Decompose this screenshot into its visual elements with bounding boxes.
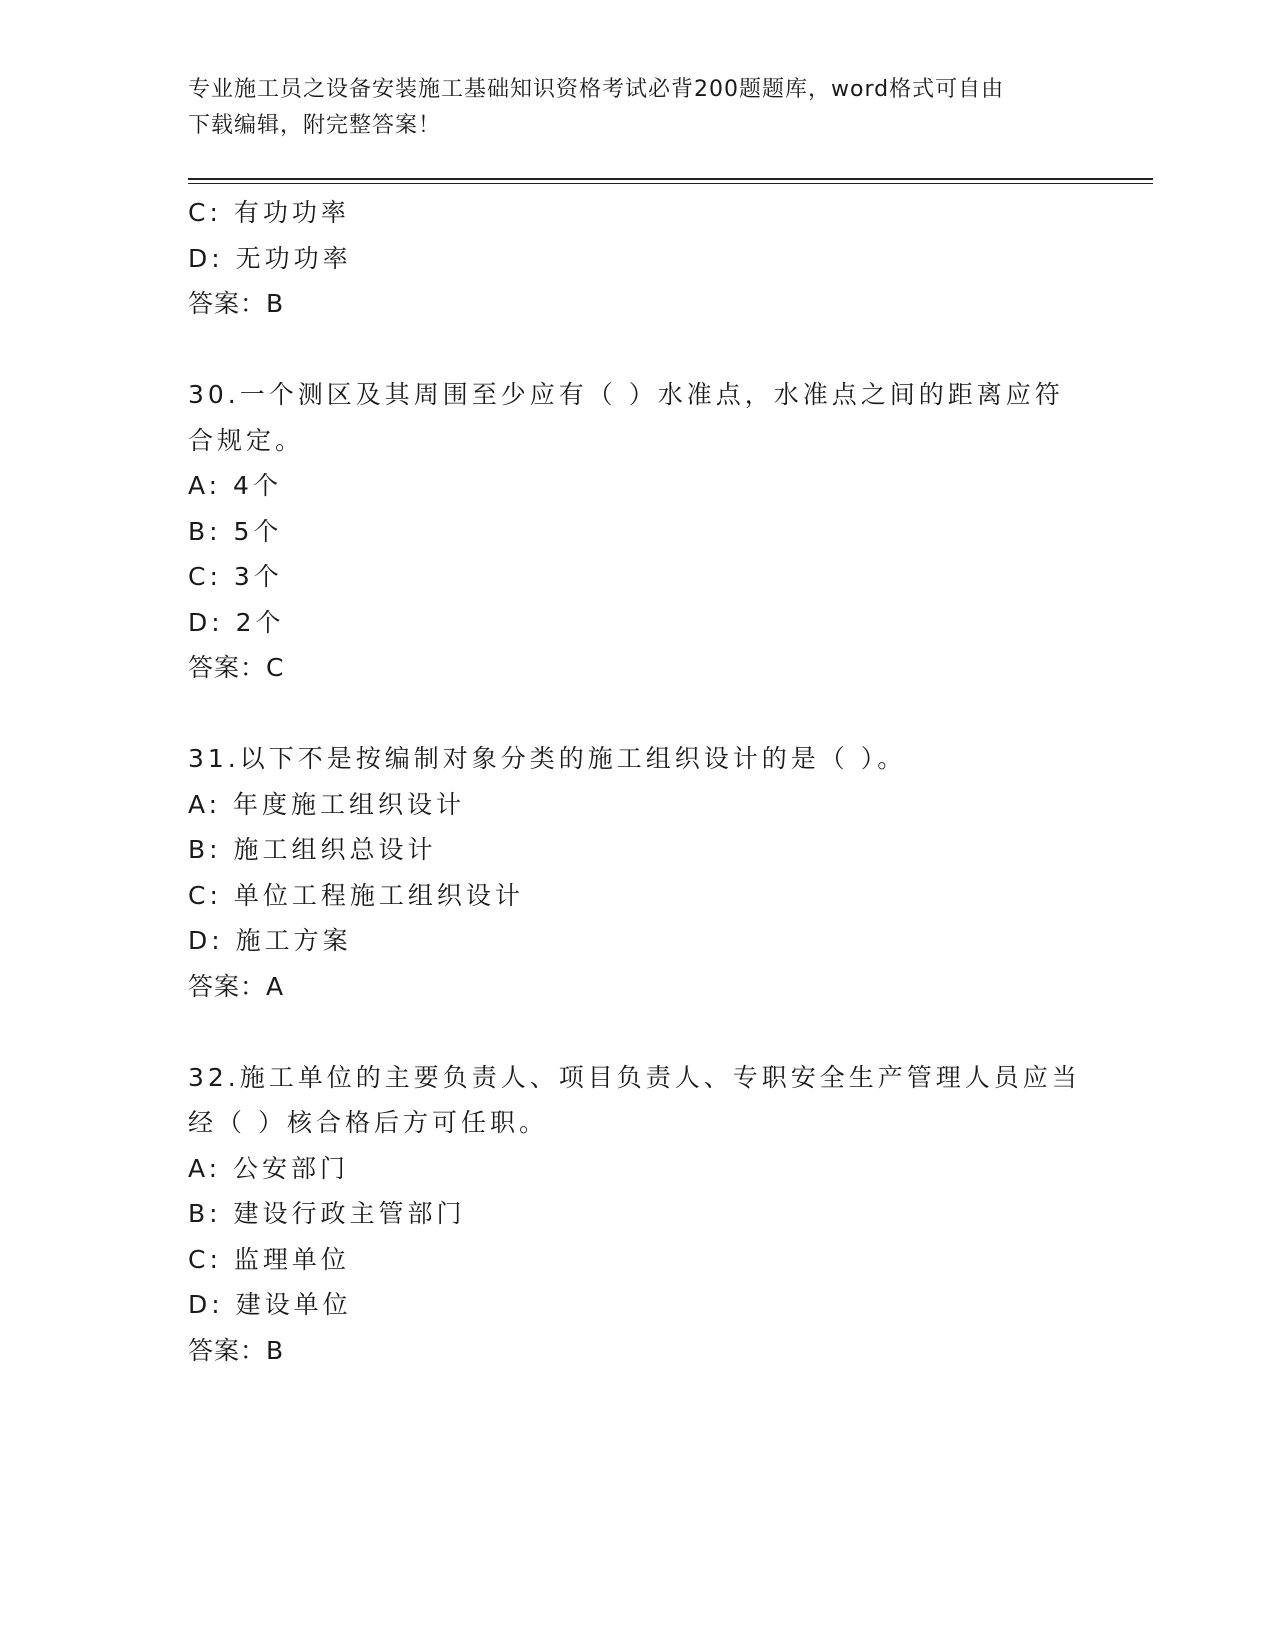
header-line-2: 下载编辑，附完整答案！ [188,113,442,138]
option-d: D: 2个 [188,607,285,637]
option-a: A: 4个 [188,471,282,500]
header-divider-thick [188,178,1153,180]
header-divider-thin [188,183,1153,184]
option-b: B: 施工组织总设计 [188,835,437,864]
header-line-1: 专业施工员之设备安装施工基础知识资格考试必背200题题库，word格式可自由 [188,77,1005,102]
question-block-prev [188,190,1088,327]
option-c: C: 监理单位 [188,1244,350,1274]
spacer [188,1009,1088,1055]
question-block-30 [188,372,1088,691]
spacer [188,691,1088,737]
option-b: B: 5个 [188,516,283,546]
answer-line: 答案：A [188,971,285,1001]
question-stem-line: 31.以下不是按编制对象分类的施工组织设计的是（ ）。 [188,744,907,773]
option-a: A: 公安部门 [188,1153,350,1183]
question-block-31 [188,736,1088,1009]
option-d: D: 建设单位 [188,1290,352,1319]
answer-line: 答案：B [188,289,285,318]
answer-line: 答案：C [188,653,285,682]
answer-line: 答案：B [188,1335,285,1365]
spacer [188,327,1088,373]
question-stem-line: 合规定。 [188,425,305,455]
option-c: C: 单位工程施工组织设计 [188,880,524,910]
option-d: D: 施工方案 [188,926,352,955]
question-stem-line: 30.一个测区及其周围至少应有（ ）水准点，水准点之间的距离应符 [188,380,1064,409]
question-stem-line: 经（ ）核合格后方可任职。 [188,1108,548,1137]
option-c: C: 3个 [188,562,283,591]
option-b: B: 建设行政主管部门 [188,1199,466,1228]
option-c: C: 有功功率 [188,198,350,227]
option-a: A: 年度施工组织设计 [188,789,466,819]
option-d: D: 无功功率 [188,243,352,273]
question-list [188,190,1088,1373]
document-header [188,72,1068,144]
question-stem-line: 32.施工单位的主要负责人、项目负责人、专职安全生产管理人员应当 [188,1062,1081,1092]
question-block-32 [188,1055,1088,1374]
